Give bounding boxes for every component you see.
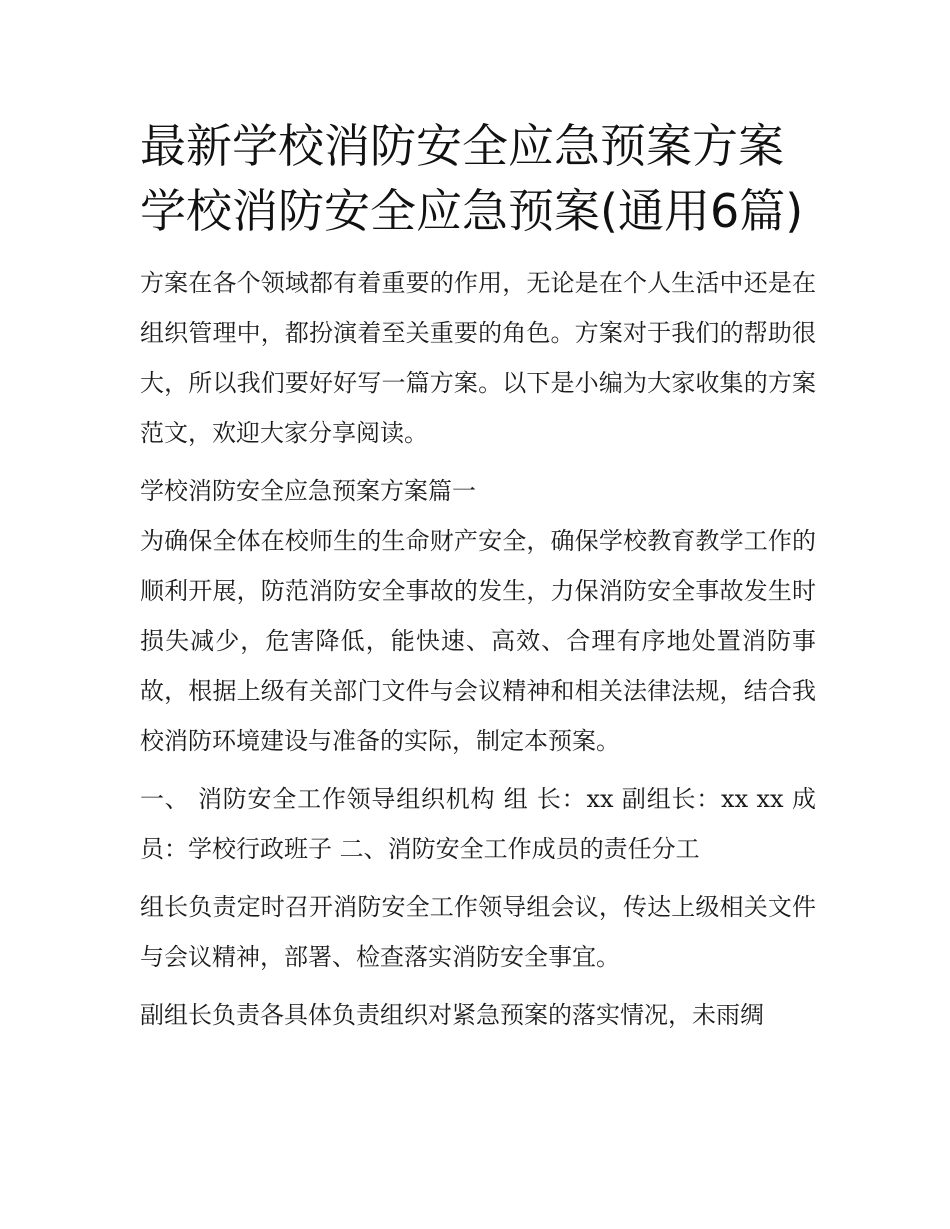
leader-duty-paragraph: 组长负责定时召开消防安全工作领导组会议，传达上级相关文件与会议精神，部署、检查落实消防安全事宜。 xyxy=(140,893,816,971)
intro-paragraph: 方案在各个领域都有着重要的作用，无论是在个人生活中还是在组织管理中，都扮演着至关重要的角色。方案对于我们的帮助很大，所以我们要好好写一篇方案。以下是小编为大家收集的方案范文，欢迎大家分享阅读。 xyxy=(140,269,816,447)
section-heading: 学校消防安全应急预案方案篇一 xyxy=(140,477,476,505)
purpose-paragraph: 为确保全体在校师生的生命财产安全，确保学校教育教学工作的顺利开展，防范消防安全事故的发生，力保消防安全事故发生时损失减少，危害降低，能快速、高效、合理有序地处置消防事故，根据上级有关部门文件与会议精神和相关法律法规，结合我校消防环境建设与准备的实际，制定本预案。 xyxy=(140,527,816,755)
organization-paragraph: 一、 消防安全工作领导组织机构 组 长：xx 副组长：xx xx 成员：学校行政班子 二、消防安全工作成员的责任分工 xyxy=(140,785,816,863)
deputy-duty-paragraph: 副组长负责各具体负责组织对紧急预案的落实情况，未雨绸 xyxy=(140,1001,764,1029)
document-title: 最新学校消防安全应急预案方案 学校消防安全应急预案(通用6篇) xyxy=(140,119,804,238)
document-body xyxy=(140,114,816,1048)
